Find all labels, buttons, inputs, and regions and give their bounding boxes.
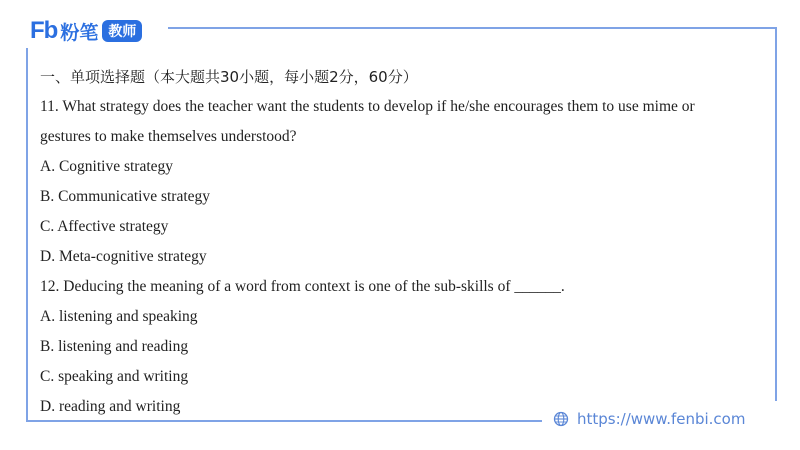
brand-tag: 教师 (102, 20, 142, 42)
frame-top-border (168, 27, 777, 29)
question-12-option-c: C. speaking and writing (40, 368, 189, 385)
frame-left-border (26, 48, 28, 422)
frame-right-border (775, 27, 777, 401)
brand-logo (30, 18, 142, 44)
footer-url[interactable] (553, 410, 745, 428)
globe-icon (553, 411, 569, 427)
question-11-option-c: C. Affective strategy (40, 218, 169, 235)
question-12-option-d: D. reading and writing (40, 398, 181, 415)
question-12-option-b: B. listening and reading (40, 338, 189, 355)
question-11-stem-line-1: 11. What strategy does the teacher want the students to develop if he/she encourages them to use mime or (40, 98, 695, 115)
brand-mark: Fb (30, 17, 58, 44)
question-content (40, 62, 770, 422)
brand-name: 粉笔 (60, 21, 99, 44)
question-11-option-d: D. Meta-cognitive strategy (40, 248, 207, 265)
question-12-option-a: A. listening and speaking (40, 308, 198, 325)
question-11-stem-line-2: gestures to make themselves understood? (40, 128, 297, 145)
footer-url-text[interactable]: https://www.fenbi.com (577, 410, 746, 428)
section-heading: 一、单项选择题（本大题共30小题，每小题2分，60分） (40, 68, 418, 86)
question-12-stem: 12. Deducing the meaning of a word from context is one of the sub-skills of ______. (40, 278, 565, 295)
question-11-option-a: A. Cognitive strategy (40, 158, 174, 175)
question-11-option-b: B. Communicative strategy (40, 188, 211, 205)
